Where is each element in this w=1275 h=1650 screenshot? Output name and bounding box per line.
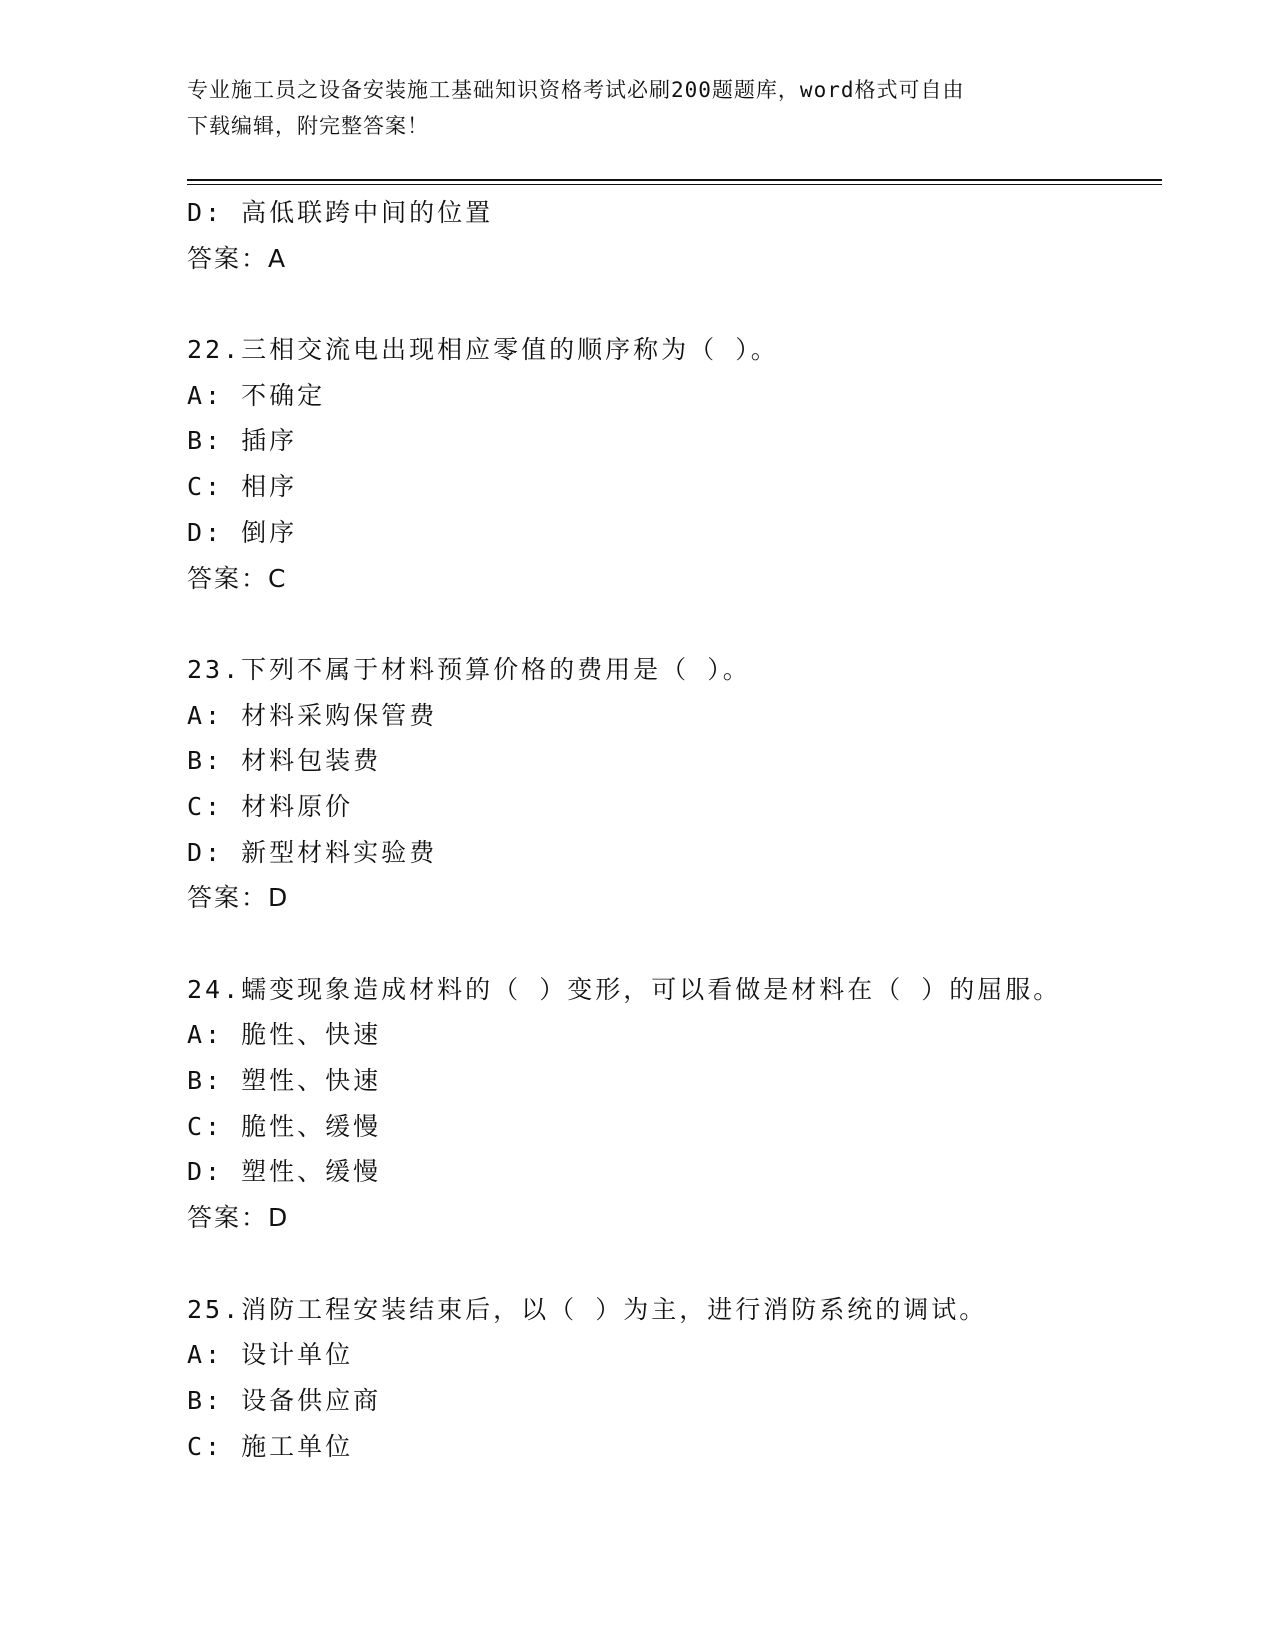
spacer — [187, 601, 1162, 647]
option-b: B: 塑性、快速 — [187, 1066, 382, 1096]
question-stem: 23.下列不属于材料预算价格的费用是（ ）。 — [187, 654, 751, 684]
question-stem: 25.消防工程安装结束后，以（ ）为主，进行消防系统的调试。 — [187, 1294, 988, 1324]
option-d: D: 倒序 — [187, 517, 298, 547]
option-a: A: 不确定 — [187, 380, 326, 410]
document-header — [187, 72, 1087, 144]
spacer — [187, 1241, 1162, 1287]
option-a: A: 脆性、快速 — [187, 1020, 382, 1050]
option-b: B: 插序 — [187, 426, 298, 456]
question-24 — [187, 967, 1162, 1241]
option-b: B: 设备供应商 — [187, 1385, 382, 1415]
option-a: A: 材料采购保管费 — [187, 700, 438, 730]
header-divider-thin — [187, 184, 1162, 185]
answer-line: 答案：C — [187, 563, 288, 593]
question-25 — [187, 1287, 1162, 1470]
question-stem: 24.蠕变现象造成材料的（ ）变形，可以看做是材料在（ ）的屈服。 — [187, 974, 1062, 1004]
option-d: D: 高低联跨中间的位置 — [187, 198, 494, 227]
question-stem: 22.三相交流电出现相应零值的顺序称为（ ）。 — [187, 335, 779, 365]
header-divider-thick — [187, 179, 1162, 181]
question-list — [187, 190, 1162, 1469]
option-d: D: 塑性、缓慢 — [187, 1157, 382, 1187]
option-c: C: 脆性、缓慢 — [187, 1111, 382, 1141]
answer-line: 答案：A — [187, 243, 288, 273]
header-line-1: 专业施工员之设备安装施工基础知识资格考试必刷200题题库，word格式可自由 — [187, 78, 965, 102]
option-a: A: 设计单位 — [187, 1340, 354, 1370]
option-d: D: 新型材料实验费 — [187, 837, 438, 867]
answer-line: 答案：D — [187, 883, 290, 913]
question-22 — [187, 327, 1162, 601]
header-line-2: 下载编辑，附完整答案！ — [187, 114, 429, 138]
answer-line: 答案：D — [187, 1203, 290, 1233]
question-21-continued — [187, 190, 1162, 281]
spacer — [187, 921, 1162, 967]
option-c: C: 材料原价 — [187, 791, 354, 821]
spacer — [187, 281, 1162, 327]
question-23 — [187, 647, 1162, 921]
option-c: C: 相序 — [187, 472, 298, 502]
option-c: C: 施工单位 — [187, 1431, 354, 1461]
option-b: B: 材料包装费 — [187, 746, 382, 776]
